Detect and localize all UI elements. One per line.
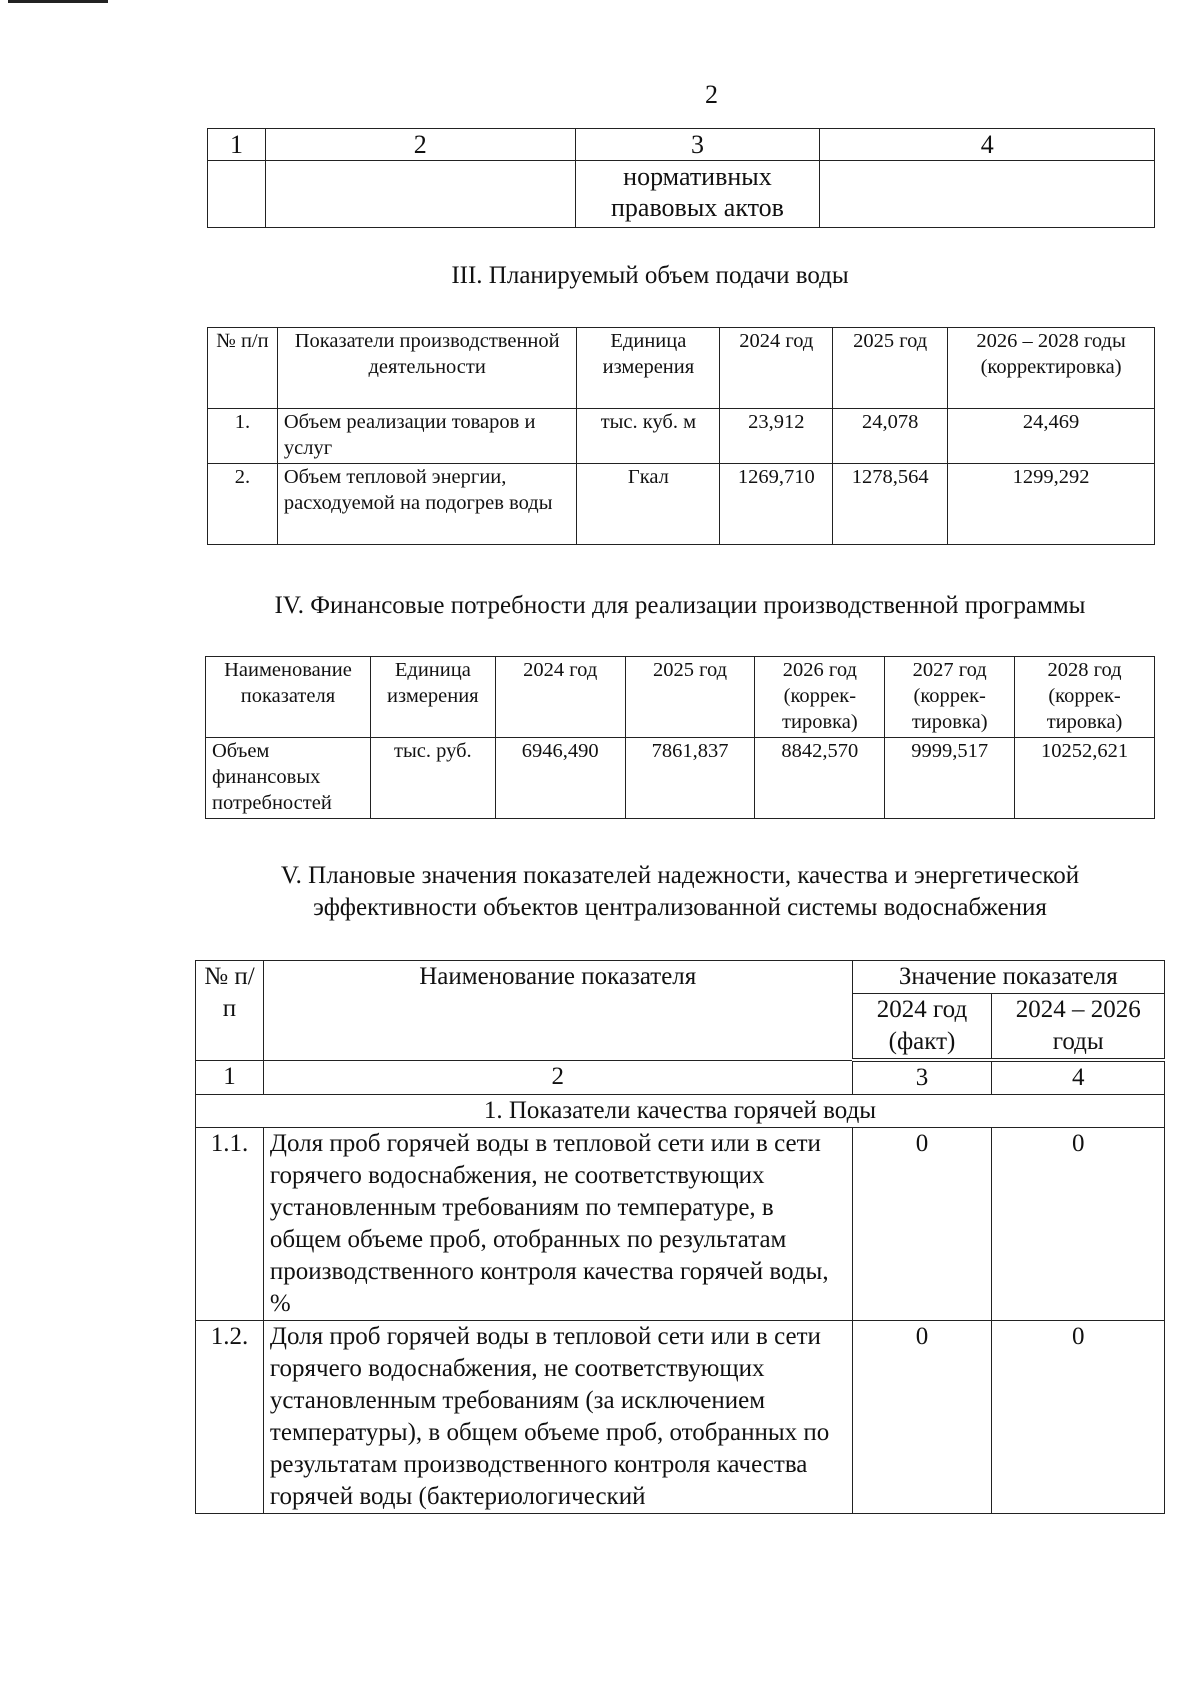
header-cell: 1 bbox=[208, 129, 266, 161]
column-number: 3 bbox=[852, 1060, 992, 1095]
continuation-table bbox=[207, 128, 1155, 228]
table-row bbox=[196, 1321, 1165, 1514]
section5-table bbox=[195, 960, 1165, 1514]
table-row bbox=[206, 738, 1155, 819]
row-number: 1.2. bbox=[196, 1321, 264, 1514]
unit-cell: Гкал bbox=[577, 464, 720, 545]
section3-table bbox=[207, 327, 1155, 545]
header-cell: 4 bbox=[820, 129, 1155, 161]
section3-title: III. Планируемый объем подачи воды bbox=[451, 262, 849, 289]
header-cell: Показатели производственной деятельности bbox=[277, 328, 577, 409]
column-number: 4 bbox=[992, 1060, 1165, 1095]
value-cell: 6946,490 bbox=[495, 738, 625, 819]
value-cell: 0 bbox=[992, 1128, 1165, 1321]
table-cell bbox=[820, 161, 1155, 228]
value-cell: 1278,564 bbox=[833, 464, 948, 545]
column-number-row bbox=[196, 1060, 1165, 1095]
value-cell: 0 bbox=[852, 1128, 992, 1321]
indicator-name: Доля проб горячей воды в тепловой сети или в сети горячего водоснабжения, не соответствующих установленным требованиям по температуре, в общем объеме проб, отобранных по результатам производственного контроля качества горячей воды, % bbox=[263, 1128, 852, 1321]
header-cell: Единица измерения bbox=[370, 657, 495, 738]
header-cell: 2026 год (коррек-тировка) bbox=[755, 657, 885, 738]
indicator-name: Объем реализации товаров и услуг bbox=[277, 409, 577, 464]
header-cell: 3 bbox=[575, 129, 820, 161]
table-cell bbox=[265, 161, 575, 228]
unit-cell: тыс. куб. м bbox=[577, 409, 720, 464]
value-cell: 9999,517 bbox=[885, 738, 1015, 819]
value-cell: 7861,837 bbox=[625, 738, 755, 819]
header-cell: 2024 – 2026 годы bbox=[992, 994, 1165, 1061]
table-row bbox=[208, 409, 1155, 464]
header-cell: 2025 год bbox=[625, 657, 755, 738]
header-cell: Наименование показателя bbox=[263, 961, 852, 1061]
value-cell: 1269,710 bbox=[720, 464, 833, 545]
corner-mark bbox=[8, 0, 108, 3]
section5-title-line1: V. Плановые значения показателей надежности, качества и энергетической bbox=[280, 862, 1080, 889]
table-header-row bbox=[208, 129, 1155, 161]
header-cell: Единица измерения bbox=[577, 328, 720, 409]
header-cell: № п/п bbox=[208, 328, 278, 409]
header-cell: 2024 год bbox=[720, 328, 833, 409]
value-cell: 23,912 bbox=[720, 409, 833, 464]
header-cell: 2024 год (факт) bbox=[852, 994, 992, 1061]
header-cell: № п/п bbox=[196, 961, 264, 1061]
header-cell: 2024 год bbox=[495, 657, 625, 738]
header-cell: 2027 год (коррек-тировка) bbox=[885, 657, 1015, 738]
table-header-row bbox=[208, 328, 1155, 409]
section5-title-line2: эффективности объектов централизованной системы водоснабжения bbox=[313, 894, 1047, 921]
header-cell: 2 bbox=[265, 129, 575, 161]
indicator-name: Объем финансовых потребностей bbox=[206, 738, 371, 819]
header-cell: 2025 год bbox=[833, 328, 948, 409]
section5-title bbox=[180, 860, 1180, 924]
section4-title: IV. Финансовые потребности для реализации производственной программы bbox=[274, 592, 1086, 619]
value-cell: 24,469 bbox=[948, 409, 1155, 464]
indicator-name: Объем тепловой энергии, расходуемой на подогрев воды bbox=[277, 464, 577, 545]
indicator-name: Доля проб горячей воды в тепловой сети или в сети горячего водоснабжения, не соответствующих установленным требованиям (за исключением температуры), в общем объеме проб, отобранных по результатам производственного контроля качества горячей воды (бактериологический bbox=[263, 1321, 852, 1514]
header-cell: 2028 год (коррек-тировка) bbox=[1015, 657, 1155, 738]
value-cell: 8842,570 bbox=[755, 738, 885, 819]
value-cell: 10252,621 bbox=[1015, 738, 1155, 819]
table-header-row bbox=[206, 657, 1155, 738]
header-cell: Значение показателя bbox=[852, 961, 1164, 994]
header-cell: 2026 – 2028 годы (корректировка) bbox=[948, 328, 1155, 409]
row-number: 1. bbox=[208, 409, 278, 464]
value-cell: 1299,292 bbox=[948, 464, 1155, 545]
table-header-row bbox=[196, 961, 1165, 994]
row-number: 2. bbox=[208, 464, 278, 545]
table-row bbox=[196, 1128, 1165, 1321]
table-row bbox=[208, 161, 1155, 228]
group-row bbox=[196, 1095, 1165, 1128]
page-number: 2 bbox=[705, 80, 718, 109]
value-cell: 24,078 bbox=[833, 409, 948, 464]
column-number: 1 bbox=[196, 1060, 264, 1095]
unit-cell: тыс. руб. bbox=[370, 738, 495, 819]
column-number: 2 bbox=[263, 1060, 852, 1095]
section4-table bbox=[205, 656, 1155, 819]
table-cell bbox=[208, 161, 266, 228]
row-number: 1.1. bbox=[196, 1128, 264, 1321]
group-title: 1. Показатели качества горячей воды bbox=[196, 1095, 1165, 1128]
table-row bbox=[208, 464, 1155, 545]
value-cell: 0 bbox=[992, 1321, 1165, 1514]
table-cell: нормативных правовых актов bbox=[575, 161, 820, 228]
value-cell: 0 bbox=[852, 1321, 992, 1514]
header-cell: Наименование показателя bbox=[206, 657, 371, 738]
